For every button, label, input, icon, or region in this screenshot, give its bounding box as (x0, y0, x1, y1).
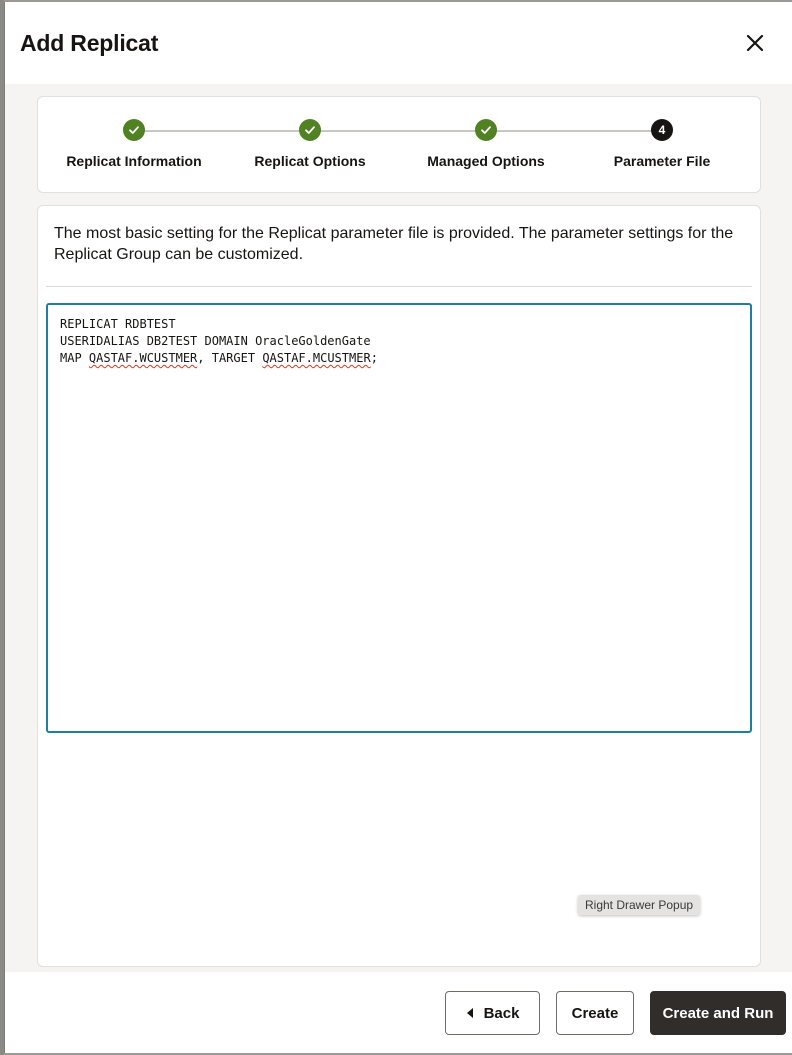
caret-left-icon (466, 1007, 474, 1019)
spellcheck-flagged-word: QASTAF.WCUSTMER (88, 351, 198, 365)
create-button-label: Create (571, 1004, 619, 1022)
create-and-run-button-label: Create and Run (662, 1004, 774, 1022)
step-complete-badge (123, 119, 145, 141)
step-label: Replicat Information (66, 153, 202, 169)
create-button[interactable] (556, 991, 634, 1035)
right-drawer-popup-tooltip: Right Drawer Popup (578, 895, 700, 915)
editor-line: REPLICAT RDBTEST (60, 317, 176, 331)
drawer-footer (5, 972, 792, 1053)
drawer-title: Add Replicat (20, 30, 159, 56)
add-replicat-drawer (4, 2, 792, 1053)
step-complete-badge (475, 119, 497, 141)
parameter-file-editor[interactable] (46, 303, 752, 733)
create-and-run-button[interactable] (650, 991, 786, 1035)
step-managed-options[interactable] (398, 119, 574, 169)
parameter-file-text (60, 316, 378, 367)
step-train (37, 96, 761, 193)
back-button[interactable] (445, 991, 540, 1035)
divider (46, 286, 752, 287)
step-parameter-file[interactable] (574, 119, 750, 169)
back-button-label: Back (483, 1004, 520, 1022)
step-label: Replicat Options (254, 153, 366, 169)
step-replicat-options[interactable] (222, 119, 398, 169)
step-replicat-information[interactable] (46, 119, 222, 169)
step-label: Managed Options (427, 153, 545, 169)
checkmark-icon (304, 124, 316, 136)
parameter-file-panel (37, 205, 761, 967)
step-label: Parameter File (613, 153, 711, 169)
step-number-badge: 4 (651, 119, 673, 141)
spellcheck-flagged-word: QASTAF.MCUSTMER (262, 351, 371, 365)
drawer-header (5, 2, 792, 84)
close-icon (741, 29, 769, 57)
editor-line: USERIDALIAS DB2TEST DOMAIN OracleGoldenGate (60, 334, 371, 348)
editor-line: MAP QASTAF.WCUSTMER, TARGET QASTAF.MCUSTMER; (60, 351, 378, 365)
checkmark-icon (480, 124, 492, 136)
parameter-file-description: The most basic setting for the Replicat parameter file is provided. The parameter settings for the Replicat Group can be customized. (54, 225, 734, 263)
drawer-body (5, 84, 792, 972)
step-complete-badge (299, 119, 321, 141)
close-button[interactable] (741, 29, 769, 57)
checkmark-icon (128, 124, 140, 136)
